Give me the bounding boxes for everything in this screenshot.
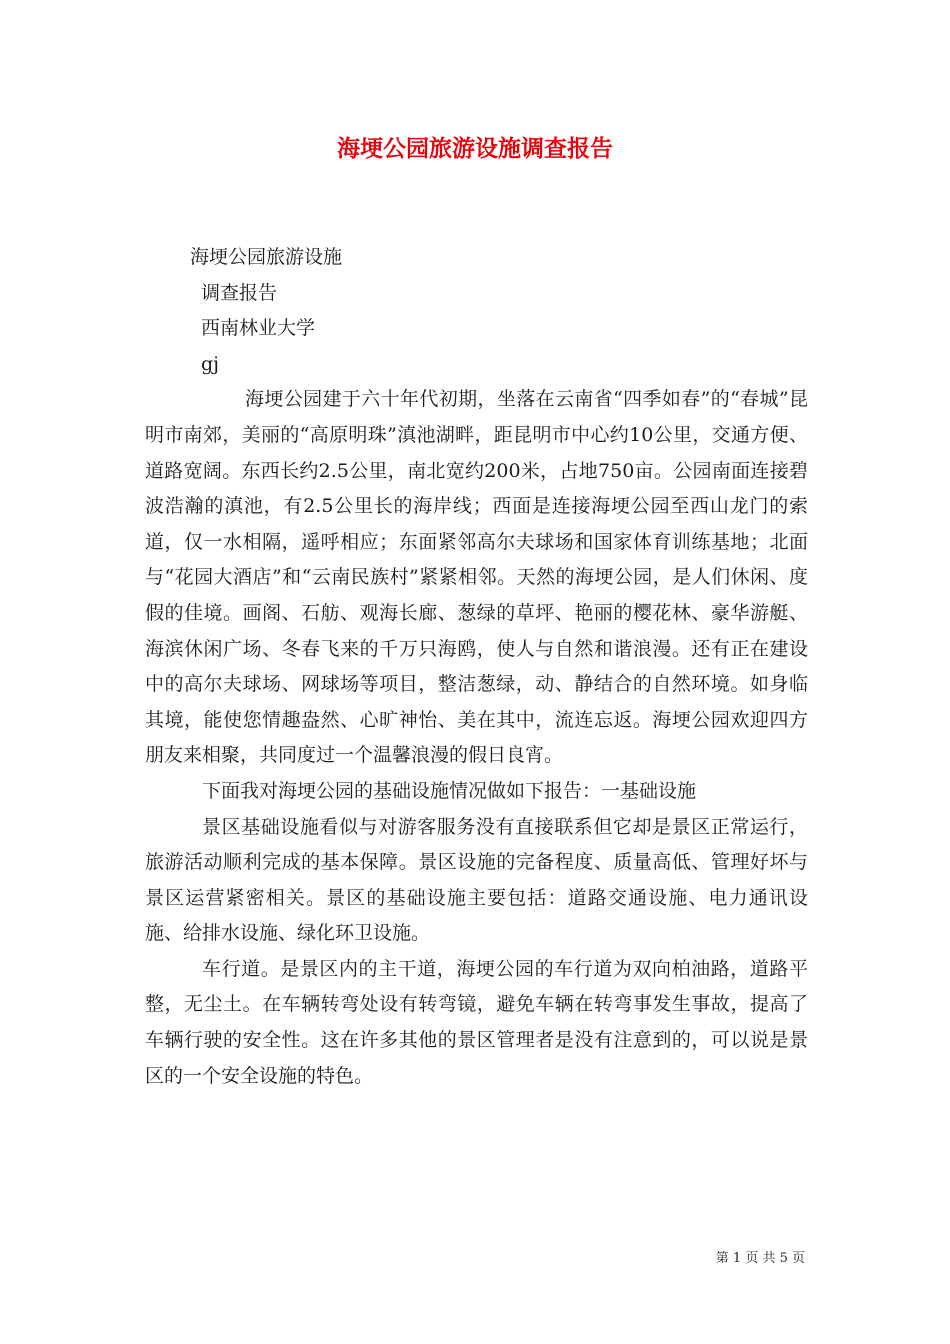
page-number: 第 1 页 共 5 页 — [715, 1251, 805, 1266]
paragraph-roadway: 车行道。是景区内的主干道，海埂公园的车行道为双向柏油路，道路平整，无尘土。在车辆转弯处设有转弯镜，避免车辆在转弯事发生事故，提高了车辆行驶的安全性。这在许多其他的景区管理者是没有注意到的，可以说是景区的一个安全设施的特色。 — [145, 957, 808, 1087]
paragraph-report-intro: 下面我对海埂公园的基础设施情况做如下报告：一基础设施 — [202, 779, 697, 802]
paragraph-intro: 海埂公园建于六十年代初期，坐落在云南省“四季如春”的“春城”昆明市南郊，美丽的“高原明珠”滇池湖畔，距昆明市中心约10公里，交通方便、道路宽阔。东西长约2.5公里，南北宽约200米，占地750亩。公园南面连接碧波浩瀚的滇池，有2.5公里长的海岸线；西面是连接海埂公园至西山龙门的索道，仅一水相隔，遥呼相应；东面紧邻高尔夫球场和国家体育训练基地；北面与“花园大酒店”和“云南民族村”紧紧相邻。天然的海埂公园，是人们休闲、度假的佳境。画阁、石舫、观海长廊、葱绿的草坪、艳丽的樱花林、豪华游艇、海滨休闲广场、冬春飞来的千万只海鸥，使人与自然和谐浪漫。还有正在建设中的高尔夫球场、网球场等项目，整洁葱绿，动、静结合的自然环境。如身临其境，能使您情趣盎然、心旷神怡、美在其中，流连忘返。海埂公园欢迎四方朋友来相聚，共同度过一个温馨浪漫的假日良宵。 — [145, 388, 808, 767]
document-title: 海埂公园旅游设施调查报告 — [337, 135, 613, 162]
header-line-4: gj — [201, 352, 220, 375]
paragraph-infrastructure: 景区基础设施看似与对游客服务没有直接联系但它却是景区正常运行，旅游活动顺利完成的基本保障。景区设施的完备程度、质量高低、管理好坏与景区运营紧密相关。景区的基础设施主要包括：道路交通设施、电力通讯设施、给排水设施、绿化环卫设施。 — [145, 815, 808, 945]
header-line-3: 西南林业大学 — [201, 317, 316, 340]
header-line-1: 海埂公园旅游设施 — [190, 246, 343, 268]
header-line-2: 调查报告 — [201, 281, 278, 304]
document-body — [145, 240, 808, 1094]
